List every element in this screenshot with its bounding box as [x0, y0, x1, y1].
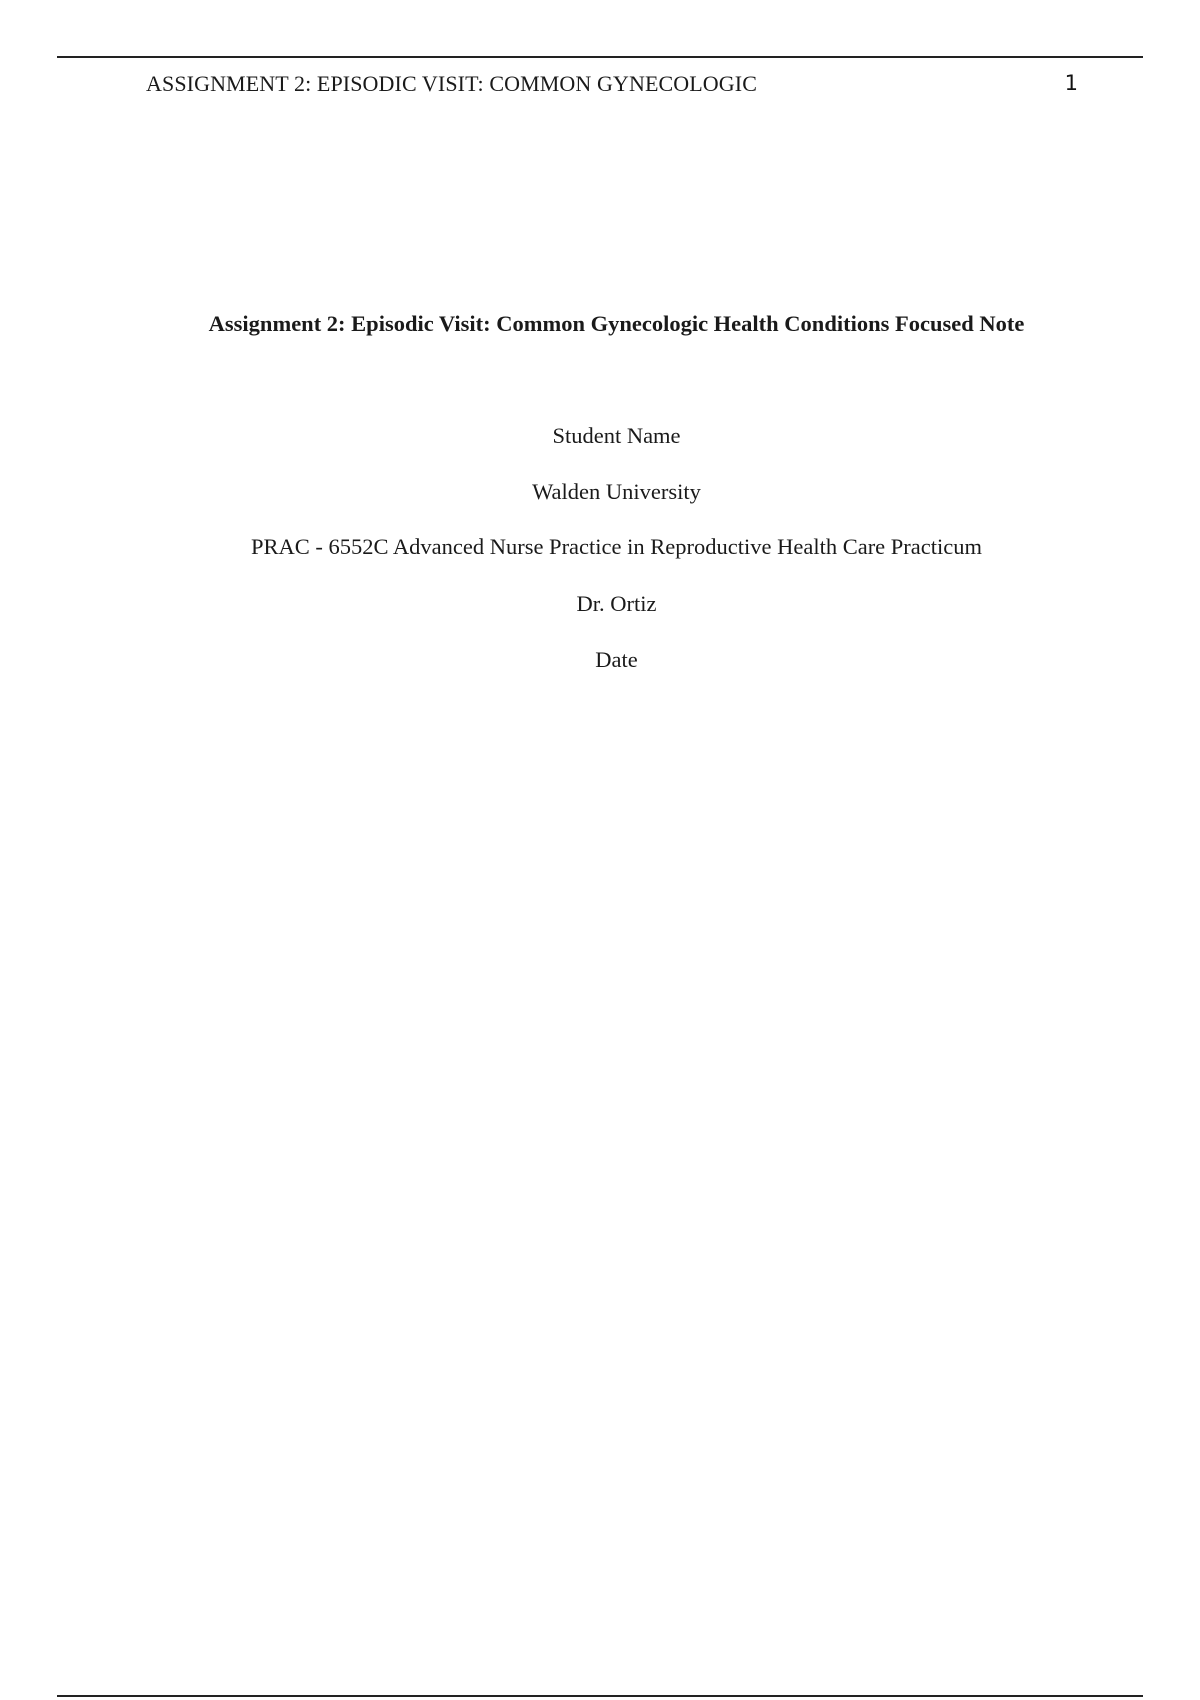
paper-title: Assignment 2: Episodic Visit: Common Gynecologic Health Conditions Focused Note	[208, 311, 1025, 336]
footer-rule	[57, 1695, 1143, 1697]
page-number: 1	[1064, 71, 1078, 95]
institution-name: Walden University	[532, 479, 701, 504]
running-head: ASSIGNMENT 2: EPISODIC VISIT: COMMON GYNECOLOGIC	[146, 71, 757, 96]
header-rule	[57, 56, 1143, 58]
author-name: Student Name	[552, 423, 681, 448]
instructor-name: Dr. Ortiz	[576, 591, 657, 616]
submission-date: Date	[595, 647, 638, 672]
course-name: PRAC - 6552C Advanced Nurse Practice in Reproductive Health Care Practicum	[250, 534, 983, 559]
